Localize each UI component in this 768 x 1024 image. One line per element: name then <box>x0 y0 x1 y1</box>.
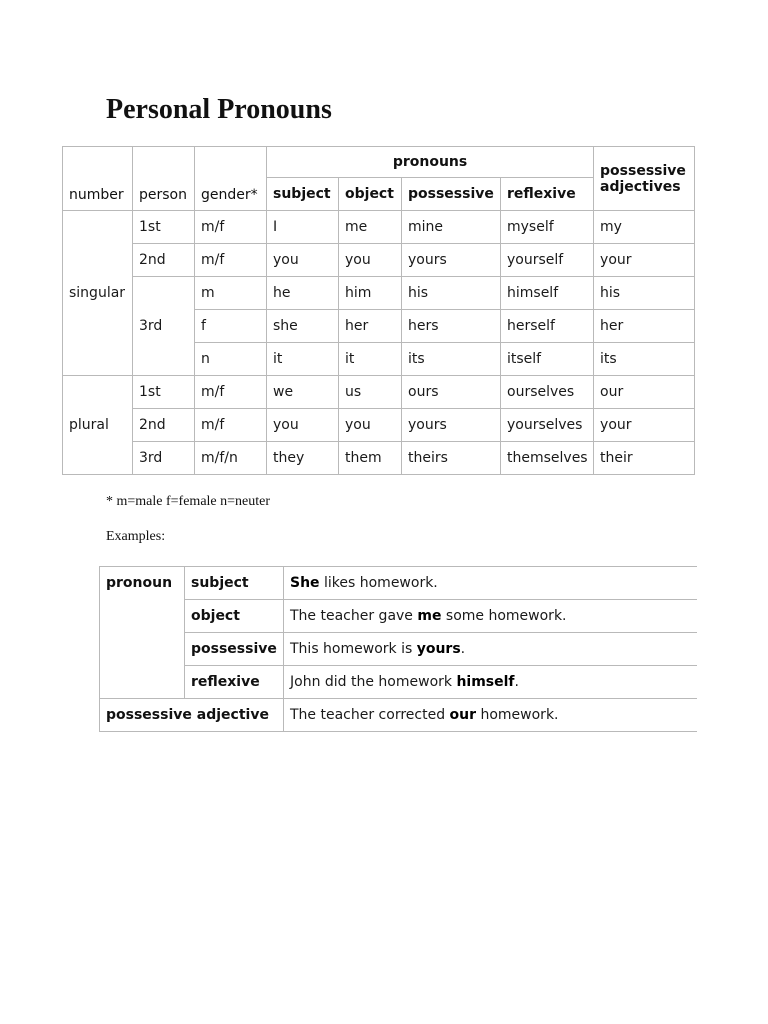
possessive-cell: yours <box>402 409 501 442</box>
subject-cell: you <box>267 244 339 277</box>
example-sentence <box>284 633 697 666</box>
gender-cell: m <box>195 277 267 310</box>
table-row <box>63 409 695 442</box>
header-object: object <box>339 178 402 211</box>
header-subject: subject <box>267 178 339 211</box>
adjective-cell: its <box>594 343 695 376</box>
possessive-cell: ours <box>402 376 501 409</box>
sentence-before: John did the homework <box>290 674 457 690</box>
gender-cell: m/f <box>195 244 267 277</box>
examples-table <box>99 566 697 732</box>
possessive-cell: its <box>402 343 501 376</box>
subject-cell: he <box>267 277 339 310</box>
reflexive-cell: ourselves <box>501 376 594 409</box>
reflexive-cell: herself <box>501 310 594 343</box>
pronoun-label: pronoun <box>100 567 185 699</box>
example-row <box>100 633 697 666</box>
object-cell: me <box>339 211 402 244</box>
example-sentence <box>284 666 697 699</box>
person-cell: 1st <box>133 211 195 244</box>
sentence-after: some homework. <box>441 608 567 624</box>
gender-cell: m/f <box>195 376 267 409</box>
header-reflexive: reflexive <box>501 178 594 211</box>
possessive-cell: hers <box>402 310 501 343</box>
possessive-adjective-label: possessive adjective <box>100 699 284 732</box>
object-cell: it <box>339 343 402 376</box>
adjective-cell: our <box>594 376 695 409</box>
subject-cell: I <box>267 211 339 244</box>
example-sentence <box>284 600 697 633</box>
example-sentence <box>284 699 697 732</box>
example-row <box>100 699 697 732</box>
reflexive-cell: yourself <box>501 244 594 277</box>
example-sentence <box>284 567 697 600</box>
person-cell: 1st <box>133 376 195 409</box>
sentence-pronoun: our <box>449 707 477 723</box>
gender-cell: m/f/n <box>195 442 267 475</box>
header-person: person <box>133 147 195 211</box>
example-row <box>100 600 697 633</box>
example-type: reflexive <box>185 666 284 699</box>
sentence-pronoun: himself <box>456 674 515 690</box>
sentence-after: . <box>514 674 519 690</box>
adjective-cell: your <box>594 409 695 442</box>
subject-cell: it <box>267 343 339 376</box>
person-cell: 3rd <box>133 277 195 376</box>
object-cell: her <box>339 310 402 343</box>
adjective-cell: their <box>594 442 695 475</box>
reflexive-cell: itself <box>501 343 594 376</box>
object-cell: them <box>339 442 402 475</box>
gender-cell: m/f <box>195 409 267 442</box>
gender-cell: n <box>195 343 267 376</box>
page-title: Personal Pronouns <box>106 94 332 125</box>
sentence-pronoun: yours <box>416 641 461 657</box>
number-plural: plural <box>63 376 133 475</box>
examples-label: Examples: <box>106 529 166 544</box>
possessive-cell: yours <box>402 244 501 277</box>
sentence-pronoun: She <box>290 575 320 591</box>
adjective-cell: his <box>594 277 695 310</box>
possessive-cell: mine <box>402 211 501 244</box>
table-row <box>63 376 695 409</box>
gender-footnote: * m=male f=female n=neuter <box>106 494 271 509</box>
reflexive-cell: themselves <box>501 442 594 475</box>
table-row <box>63 277 695 310</box>
gender-cell: m/f <box>195 211 267 244</box>
header-possessive-adjectives: possessive adjectives <box>594 147 695 211</box>
header-possessive: possessive <box>402 178 501 211</box>
adjective-cell: my <box>594 211 695 244</box>
header-pronouns: pronouns <box>267 147 594 178</box>
subject-cell: she <box>267 310 339 343</box>
object-cell: him <box>339 277 402 310</box>
person-cell: 2nd <box>133 244 195 277</box>
example-row <box>100 666 697 699</box>
table-row <box>63 211 695 244</box>
adjective-cell: her <box>594 310 695 343</box>
subject-cell: you <box>267 409 339 442</box>
adjective-cell: your <box>594 244 695 277</box>
sentence-before: The teacher gave <box>290 608 418 624</box>
example-type: object <box>185 600 284 633</box>
sentence-after: . <box>460 641 466 657</box>
subject-cell: we <box>267 376 339 409</box>
header-gender: gender* <box>195 147 267 211</box>
possessive-cell: theirs <box>402 442 501 475</box>
sentence-after: likes homework. <box>319 575 438 591</box>
reflexive-cell: himself <box>501 277 594 310</box>
possessive-cell: his <box>402 277 501 310</box>
example-type: possessive <box>185 633 284 666</box>
sentence-before: This homework is <box>290 641 417 657</box>
number-singular: singular <box>63 211 133 376</box>
table-row <box>63 244 695 277</box>
reflexive-cell: myself <box>501 211 594 244</box>
table-row <box>63 442 695 475</box>
example-row <box>100 567 697 600</box>
gender-cell: f <box>195 310 267 343</box>
object-cell: you <box>339 409 402 442</box>
person-cell: 2nd <box>133 409 195 442</box>
object-cell: you <box>339 244 402 277</box>
example-type: subject <box>185 567 284 600</box>
reflexive-cell: yourselves <box>501 409 594 442</box>
sentence-after: homework. <box>476 707 559 723</box>
subject-cell: they <box>267 442 339 475</box>
object-cell: us <box>339 376 402 409</box>
person-cell: 3rd <box>133 442 195 475</box>
pronoun-table <box>62 146 695 475</box>
sentence-before: The teacher corrected <box>290 707 450 723</box>
sentence-pronoun: me <box>417 608 442 624</box>
header-number: number <box>63 147 133 211</box>
